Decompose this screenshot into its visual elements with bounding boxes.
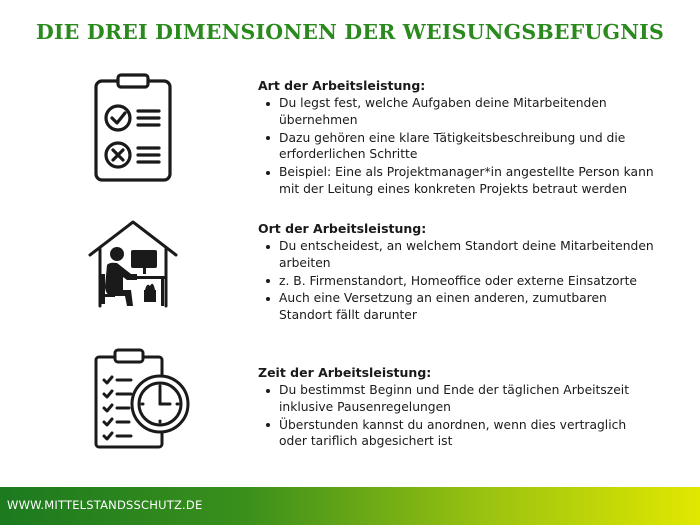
bullet-item: Du bestimmst Beginn und Ende der täglichen Arbeitszeit inklusive Pausenregelungen bbox=[258, 382, 658, 416]
footer-url-link[interactable]: WWW.MITTELSTANDSSCHUTZ.DE bbox=[7, 498, 203, 512]
bullet-item: Du legst fest, welche Aufgaben deine Mitarbeitenden übernehmen bbox=[258, 95, 658, 129]
bullet-item: Auch eine Versetzung an einen anderen, zumutbaren Standort fällt darunter bbox=[258, 290, 658, 324]
section-heading: Zeit der Arbeitsleistung: bbox=[258, 365, 432, 380]
bullet-item: Beispiel: Eine als Projektmanager*in angestellte Person kann mit der Leitung eines konkreten Projekts betraut werden bbox=[258, 164, 658, 198]
section-heading: Ort der Arbeitsleistung: bbox=[258, 221, 427, 236]
page-title: DIE DREI DIMENSIONEN DER WEISUNGSBEFUGNIS bbox=[36, 20, 664, 44]
bullet-item: Überstunden kannst du anordnen, wenn dies vertraglich oder tariflich abgesichert ist bbox=[258, 417, 658, 451]
bullet-item: Dazu gehören eine klare Tätigkeitsbeschreibung und die erforderlichen Schritte bbox=[258, 130, 658, 164]
section-zeit bbox=[258, 364, 658, 451]
home-office-icon bbox=[87, 218, 179, 308]
section-art bbox=[258, 77, 658, 199]
bullet-list bbox=[258, 382, 658, 450]
section-ort bbox=[258, 220, 658, 325]
bullet-item: Du entscheidest, an welchem Standort deine Mitarbeitenden arbeiten bbox=[258, 238, 658, 272]
footer-bar bbox=[0, 487, 700, 525]
clipboard-check-x-icon bbox=[93, 73, 173, 183]
section-heading: Art der Arbeitsleistung: bbox=[258, 78, 426, 93]
bullet-list bbox=[258, 238, 658, 324]
bullet-list bbox=[258, 95, 658, 198]
clipboard-clock-icon bbox=[93, 347, 193, 452]
bullet-item: z. B. Firmenstandort, Homeoffice oder externe Einsatzorte bbox=[258, 273, 658, 290]
